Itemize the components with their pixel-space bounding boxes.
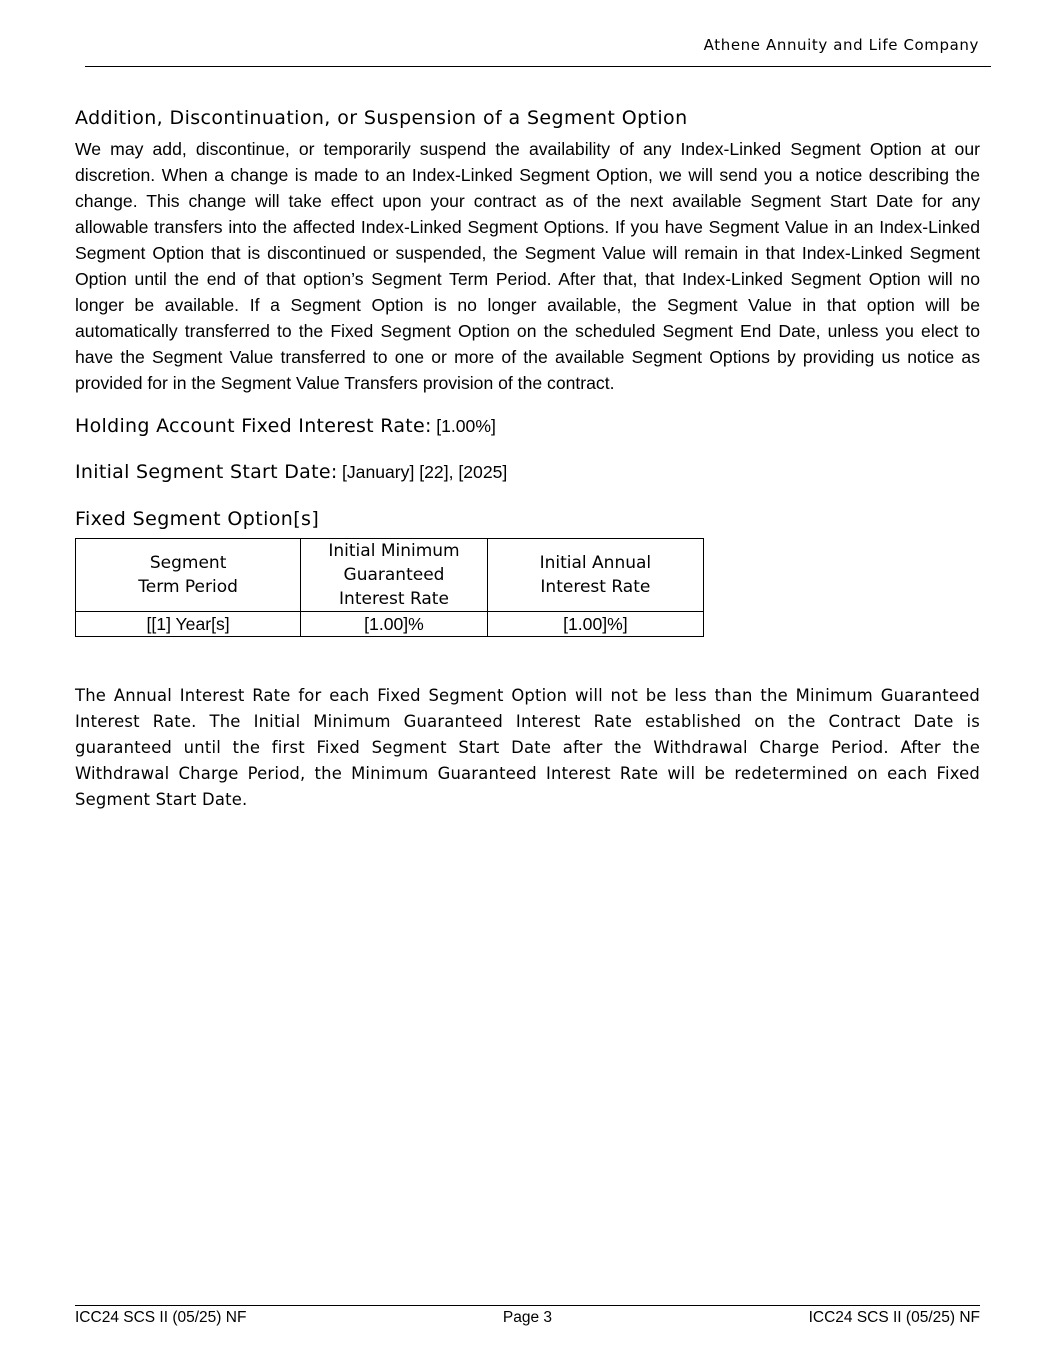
footer-page-number: Page 3 bbox=[502, 1309, 553, 1326]
holding-account-rate-value: [1.00%] bbox=[436, 416, 496, 436]
section-body-paragraph: We may add, discontinue, or temporarily suspend the availability of any Index-Linked Segment Option at our discretion. When a change is made to an Index-Linked Segment Option, we will send you a notice describing the change. This change will take effect upon your contract as of the next available Segment Start Date for any allowable transfers into the affected Index-Linked Segment Options. If you have Segment Value in an Index-Linked Segment Option that is discontinued or suspended, the Segment Value will remain in that Index-Linked Segment Option until the end of that option’s Segment Term Period. After that, that Index-Linked Segment Option will no longer be available. If a Segment Option is no longer available, the Segment Value in that option will be automatically transferred to the Fixed Segment Option on the scheduled Segment End Date, unless you elect to have the Segment Value transferred to one or more of the available Segment Options by providing us notice as provided for in the Segment Value Transfers provision of the contract. bbox=[75, 139, 980, 393]
cell-min-guaranteed-rate: [1.00]% bbox=[301, 612, 488, 637]
initial-segment-start-date-value: [January] [22], [2025] bbox=[341, 462, 508, 482]
initial-segment-start-date-label: Initial Segment Start Date: bbox=[75, 461, 338, 483]
fixed-segment-heading: Fixed Segment Option[s] bbox=[75, 508, 320, 530]
footer-form-number-left: ICC24 SCS II (05/25) NF bbox=[75, 1309, 247, 1326]
cell-annual-rate: [1.00]%] bbox=[487, 612, 703, 637]
holding-account-rate-line bbox=[75, 412, 980, 442]
footer-divider bbox=[75, 1305, 980, 1306]
page-footer bbox=[75, 1309, 980, 1329]
column-header-min-guaranteed-rate: Initial Minimum Guaranteed Interest Rate bbox=[301, 539, 488, 612]
cell-term-period: [[1] Year[s] bbox=[76, 612, 301, 637]
table-header-row bbox=[76, 539, 704, 612]
header-divider bbox=[85, 66, 991, 67]
table-row bbox=[76, 612, 704, 637]
fixed-segment-table bbox=[75, 538, 704, 637]
fixed-segment-note-paragraph: The Annual Interest Rate for each Fixed Segment Option will not be less than the Minimum Guaranteed Interest Rate. The Initial Minimum Guaranteed Interest Rate established on the Contract Date is guaranteed until the first Fixed Segment Start Date after the Withdrawal Charge Period. After the Withdrawal Charge Period, the Minimum Guaranteed Interest Rate will be redetermined on each Fixed Segment Start Date. bbox=[75, 686, 980, 809]
footer-form-number-right: ICC24 SCS II (05/25) NF bbox=[808, 1309, 980, 1326]
header-company-name: Athene Annuity and Life Company bbox=[703, 36, 979, 54]
page-content bbox=[75, 104, 980, 813]
holding-account-rate-label: Holding Account Fixed Interest Rate: bbox=[75, 415, 432, 437]
column-header-annual-rate: Initial Annual Interest Rate bbox=[487, 539, 703, 612]
initial-segment-start-date-line bbox=[75, 458, 980, 488]
section-heading: Addition, Discontinuation, or Suspension of a Segment Option bbox=[75, 107, 688, 129]
column-header-term-period: Segment Term Period bbox=[76, 539, 301, 612]
